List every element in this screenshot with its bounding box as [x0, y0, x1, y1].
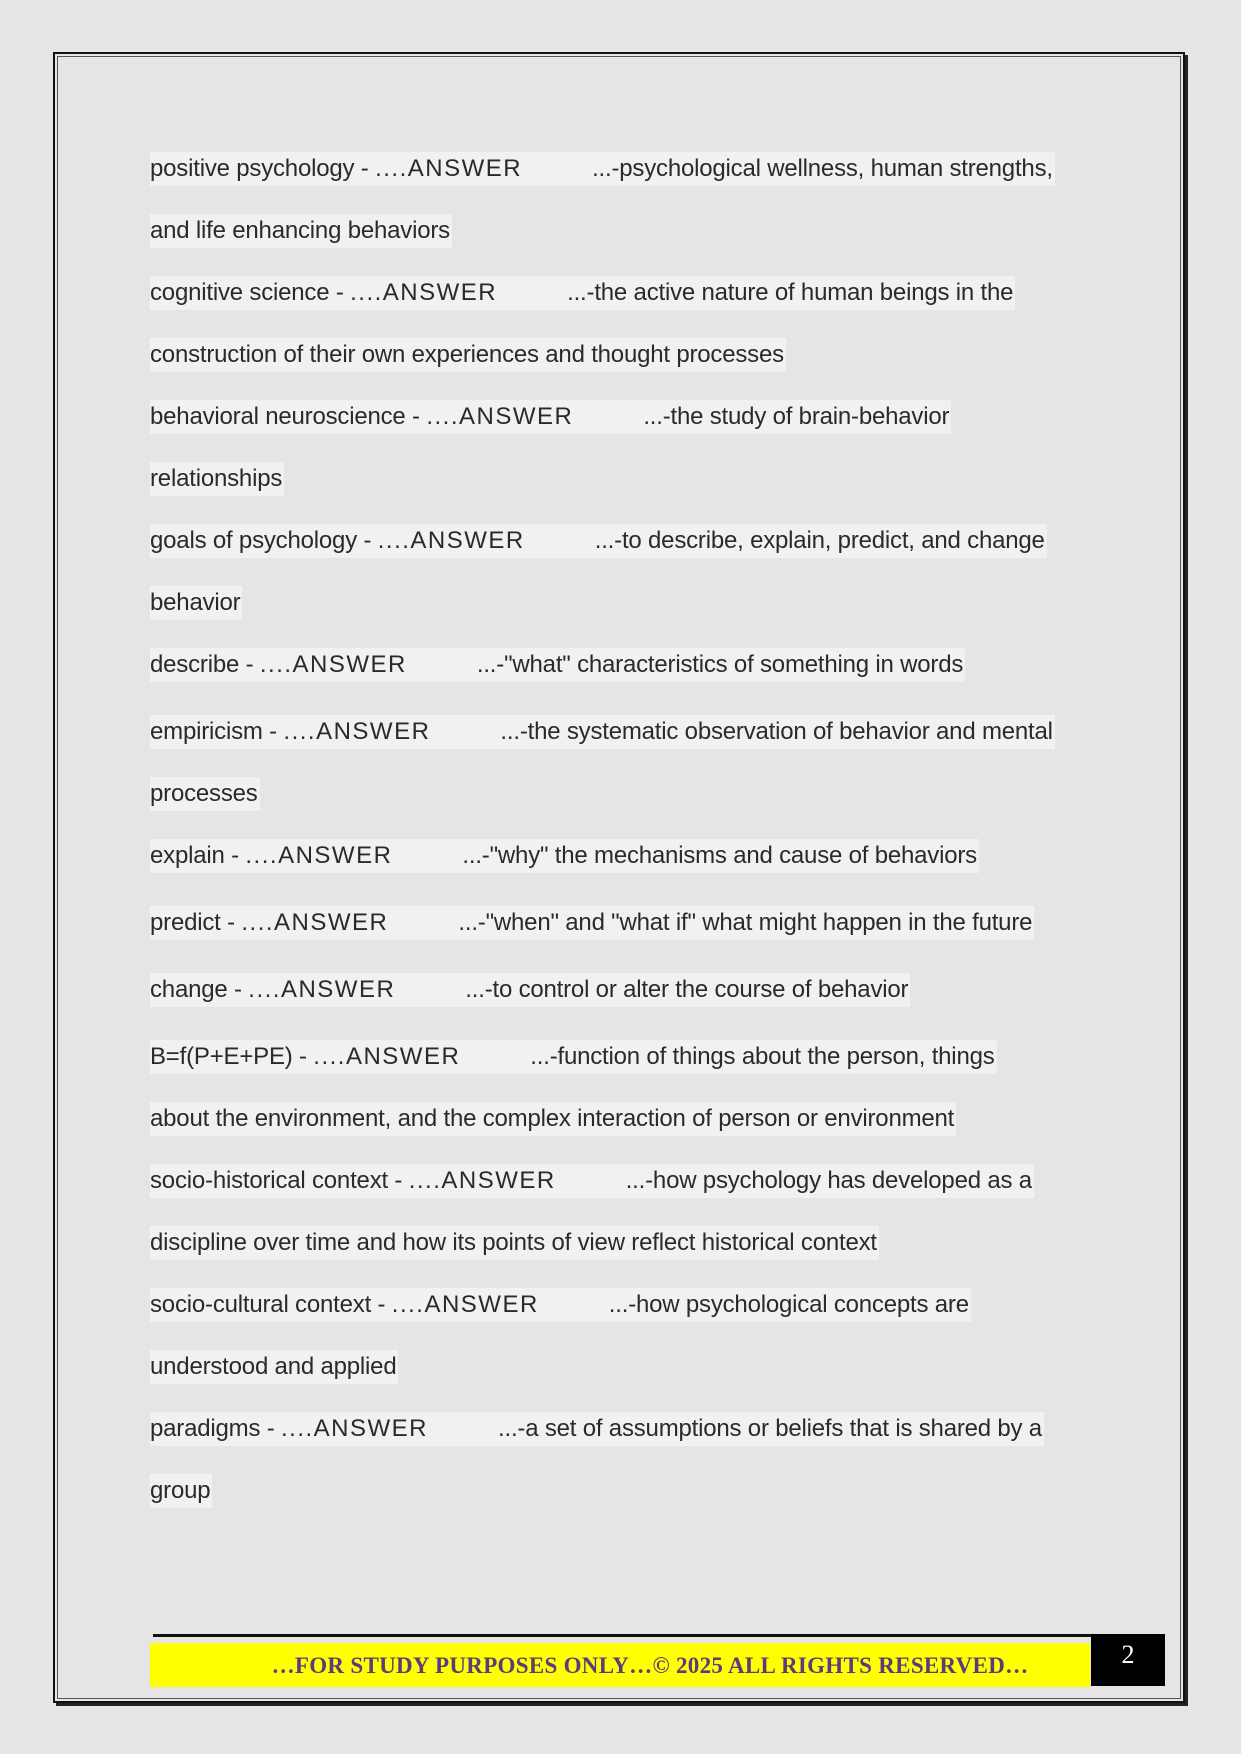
- entry-definition-continued: and life enhancing behaviors: [150, 214, 452, 248]
- highlighted-text: [150, 152, 1055, 186]
- answer-label: ....ANSWER: [245, 842, 393, 869]
- entry-term: describe: [150, 651, 240, 678]
- entry-term: explain: [150, 842, 225, 869]
- entry-definition: ...-the active nature of human beings in the: [567, 279, 1014, 306]
- flashcard-entry: [150, 973, 1090, 1040]
- entry-continuation-line: [150, 462, 1090, 524]
- entry-first-line: [150, 648, 1090, 715]
- entry-definition-continued: group: [150, 1474, 212, 1508]
- entry-first-line: [150, 524, 1090, 586]
- footer-rule: [153, 1634, 1091, 1637]
- flashcard-entry: [150, 1040, 1090, 1164]
- answer-label: ....ANSWER: [375, 155, 523, 182]
- flashcard-entry: [150, 906, 1090, 973]
- flashcard-entry: [150, 839, 1090, 906]
- entry-term: paradigms: [150, 1415, 261, 1442]
- entry-continuation-line: [150, 1226, 1090, 1288]
- answer-label: ....ANSWER: [377, 527, 525, 554]
- entry-definition: ...-to control or alter the course of behavior: [465, 976, 909, 1003]
- entry-first-line: [150, 1164, 1090, 1226]
- highlighted-text: [150, 715, 1055, 749]
- entry-definition: ...-"why" the mechanisms and cause of behaviors: [462, 842, 977, 869]
- entry-definition: ...-"when" and "what if" what might happen in the future: [458, 909, 1033, 936]
- entry-definition: ...-the study of brain-behavior: [643, 403, 950, 430]
- entry-first-line: [150, 906, 1090, 973]
- entry-term: B=f(P+E+PE): [150, 1043, 293, 1070]
- flashcard-entry: [150, 1412, 1090, 1536]
- entry-separator: -: [239, 651, 260, 678]
- entry-term: socio-cultural context: [150, 1291, 372, 1318]
- highlighted-text: [150, 839, 979, 873]
- entry-first-line: [150, 715, 1090, 777]
- page-number: 2: [1091, 1634, 1165, 1686]
- entry-term: positive psychology: [150, 155, 355, 182]
- entry-term: socio-historical context: [150, 1167, 388, 1194]
- answer-label: ....ANSWER: [248, 976, 396, 1003]
- flashcard-entry: [150, 1164, 1090, 1288]
- entry-term: change: [150, 976, 228, 1003]
- entry-first-line: [150, 1288, 1090, 1350]
- flashcard-entry: [150, 524, 1090, 648]
- entry-term: cognitive science: [150, 279, 330, 306]
- answer-label: ....ANSWER: [259, 651, 407, 678]
- entry-separator: -: [224, 842, 246, 869]
- entry-definition-continued: behavior: [150, 586, 242, 620]
- flashcard-list: [150, 152, 1090, 1536]
- highlighted-text: [150, 1412, 1044, 1446]
- footer-notice: …FOR STUDY PURPOSES ONLY…© 2025 ALL RIGHTS RESERVED…: [150, 1643, 1090, 1687]
- flashcard-entry: [150, 715, 1090, 839]
- entry-definition: ...-how psychological concepts are: [608, 1291, 969, 1318]
- entry-first-line: [150, 973, 1090, 1040]
- entry-separator: -: [354, 155, 376, 182]
- highlighted-text: [150, 648, 965, 682]
- highlighted-text: [150, 276, 1015, 310]
- flashcard-entry: [150, 276, 1090, 400]
- entry-separator: -: [260, 1415, 281, 1442]
- answer-label: ....ANSWER: [281, 1415, 429, 1442]
- answer-label: ....ANSWER: [283, 718, 431, 745]
- highlighted-text: [150, 1288, 971, 1322]
- answer-label: ....ANSWER: [408, 1167, 556, 1194]
- entry-continuation-line: [150, 586, 1090, 648]
- entry-first-line: [150, 152, 1090, 214]
- flashcard-entry: [150, 400, 1090, 524]
- highlighted-text: [150, 524, 1047, 558]
- entry-continuation-line: [150, 214, 1090, 276]
- entry-definition: ...-"what" characteristics of something in words: [476, 651, 964, 678]
- entry-separator: -: [292, 1043, 314, 1070]
- entry-definition: ...-how psychology has developed as a: [625, 1167, 1032, 1194]
- highlighted-text: [150, 1040, 997, 1074]
- entry-separator: -: [227, 976, 249, 1003]
- entry-definition: ...-psychological wellness, human strengths,: [592, 155, 1053, 182]
- entry-definition: ...-a set of assumptions or beliefs that is shared by a: [498, 1415, 1042, 1442]
- flashcard-entry: [150, 648, 1090, 715]
- entry-definition-continued: discipline over time and how its points of view reflect historical context: [150, 1226, 879, 1260]
- highlighted-text: [150, 400, 951, 434]
- flashcard-entry: [150, 1288, 1090, 1412]
- flashcard-entry: [150, 152, 1090, 276]
- entry-continuation-line: [150, 777, 1090, 839]
- entry-first-line: [150, 1412, 1090, 1474]
- entry-separator: -: [220, 909, 242, 936]
- highlighted-text: [150, 1164, 1034, 1198]
- entry-continuation-line: [150, 1474, 1090, 1536]
- entry-separator: -: [329, 279, 351, 306]
- answer-label: ....ANSWER: [241, 909, 389, 936]
- entry-definition-continued: about the environment, and the complex interaction of person or environment: [150, 1102, 956, 1136]
- entry-definition-continued: understood and applied: [150, 1350, 398, 1384]
- entry-continuation-line: [150, 1102, 1090, 1164]
- entry-term: empiricism: [150, 718, 263, 745]
- entry-first-line: [150, 276, 1090, 338]
- entry-term: predict: [150, 909, 221, 936]
- entry-definition-continued: processes: [150, 777, 260, 811]
- entry-separator: -: [262, 718, 284, 745]
- entry-definition-continued: construction of their own experiences and thought processes: [150, 338, 786, 372]
- entry-definition-continued: relationships: [150, 462, 284, 496]
- entry-definition: ...-the systematic observation of behavior and mental: [500, 718, 1053, 745]
- entry-first-line: [150, 839, 1090, 906]
- answer-label: ....ANSWER: [391, 1291, 539, 1318]
- entry-definition: ...-function of things about the person, things: [530, 1043, 995, 1070]
- entry-first-line: [150, 400, 1090, 462]
- answer-label: ....ANSWER: [426, 403, 574, 430]
- highlighted-text: [150, 973, 910, 1007]
- highlighted-text: [150, 906, 1034, 940]
- answer-label: ....ANSWER: [350, 279, 498, 306]
- entry-continuation-line: [150, 1350, 1090, 1412]
- entry-separator: -: [405, 403, 427, 430]
- entry-definition: ...-to describe, explain, predict, and change: [594, 527, 1045, 554]
- entry-first-line: [150, 1040, 1090, 1102]
- answer-label: ....ANSWER: [313, 1043, 461, 1070]
- entry-term: behavioral neuroscience: [150, 403, 406, 430]
- entry-separator: -: [387, 1167, 409, 1194]
- entry-continuation-line: [150, 338, 1090, 400]
- entry-separator: -: [371, 1291, 392, 1318]
- entry-term: goals of psychology: [150, 527, 357, 554]
- entry-separator: -: [357, 527, 378, 554]
